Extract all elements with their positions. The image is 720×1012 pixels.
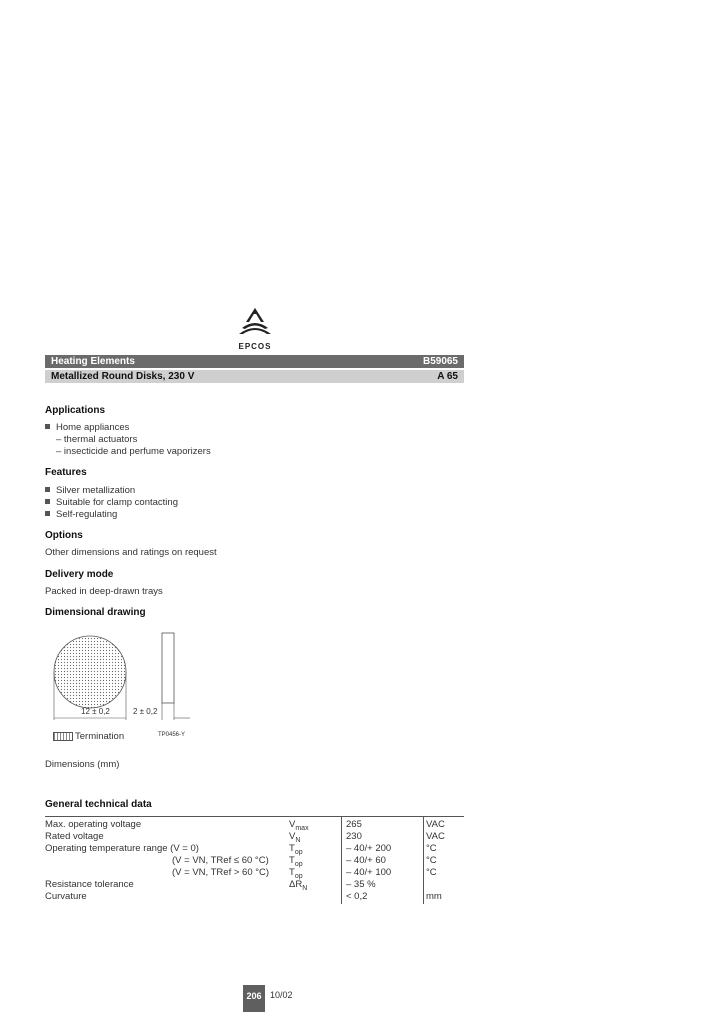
drawing-code: TP0456-Y — [158, 732, 186, 738]
legend-label: Termination — [75, 731, 125, 742]
dim-thickness: 2 ± 0,2 — [133, 707, 158, 716]
list-item: Self-regulating — [45, 509, 117, 520]
bullet-icon — [45, 487, 50, 492]
list-item: Suitable for clamp contacting — [45, 497, 178, 508]
bullet-icon — [45, 511, 50, 516]
termination-swatch-icon — [53, 732, 73, 741]
drawing-heading: Dimensional drawing — [45, 607, 146, 618]
list-item: – thermal actuators — [56, 434, 138, 445]
units-note: Dimensions (mm) — [45, 759, 120, 770]
epcos-logo — [232, 306, 278, 351]
options-heading: Options — [45, 530, 83, 541]
applications-heading: Applications — [45, 405, 106, 416]
features-heading: Features — [45, 467, 87, 478]
table-col-divider — [341, 816, 342, 904]
list-item: Home appliances — [45, 422, 129, 433]
delivery-text: Packed in deep-drawn trays — [45, 586, 163, 597]
dim-diameter: 12 ± 0,2 — [81, 707, 110, 716]
bullet-icon — [45, 424, 50, 429]
table-col-divider — [423, 816, 424, 904]
delivery-heading: Delivery mode — [45, 569, 114, 580]
technical-heading: General technical data — [45, 799, 152, 810]
bullet-icon — [45, 499, 50, 504]
list-item: – insecticide and perfume vaporizers — [56, 446, 211, 457]
part-number: B59065 — [422, 356, 458, 367]
table-top-rule — [45, 816, 464, 817]
options-text: Other dimensions and ratings on request — [45, 547, 217, 558]
list-item: Silver metallization — [45, 485, 135, 496]
product-title: Metallized Round Disks, 230 V — [51, 371, 195, 382]
page-number: 206 — [243, 985, 265, 1012]
page-date: 10/02 — [270, 990, 293, 1000]
epcos-logo-icon — [232, 306, 278, 336]
dimensional-drawing — [45, 625, 205, 725]
category-bar — [45, 355, 464, 368]
category-title: Heating Elements — [51, 356, 135, 367]
product-bar — [45, 370, 464, 383]
logo-text: EPCOS — [238, 342, 272, 351]
variant-code: A 65 — [437, 371, 458, 382]
